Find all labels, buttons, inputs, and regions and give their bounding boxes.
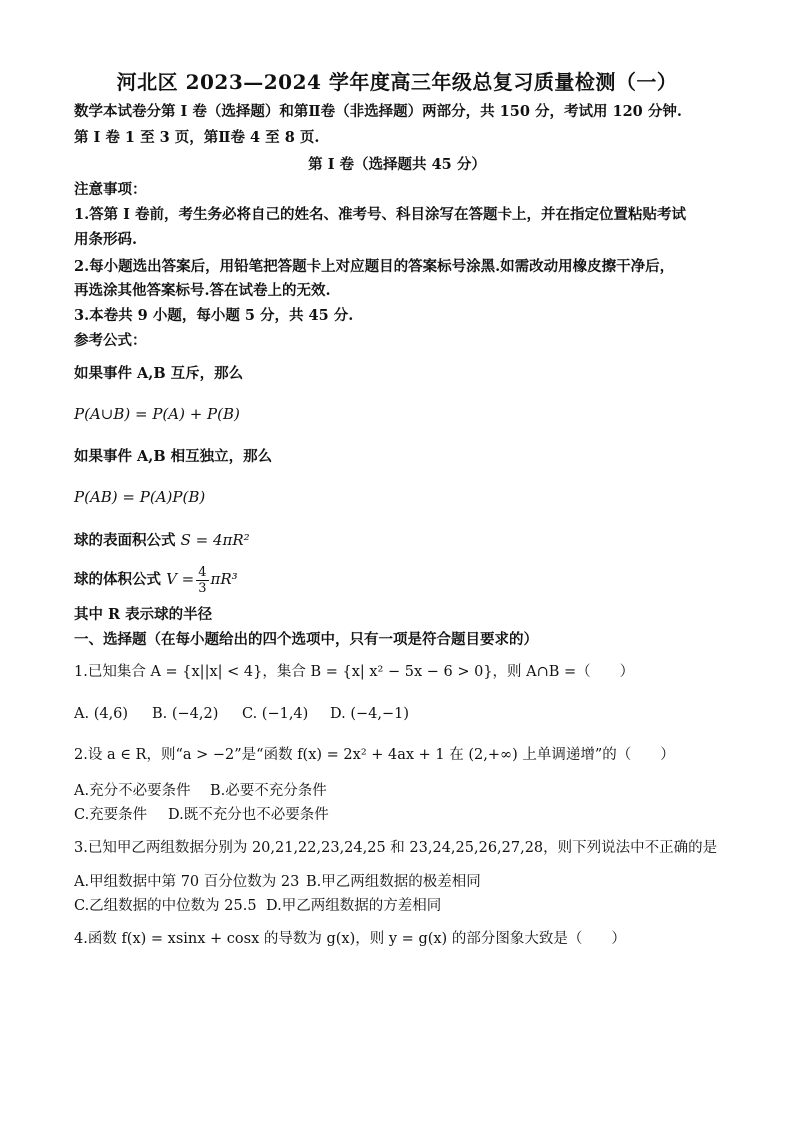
question-1-options — [74, 704, 409, 724]
q2-option-d[interactable]: D.既不充分也不必要条件 — [168, 807, 329, 823]
note-item-3: 3.本卷共 9 小题，每小题 5 分，共 45 分. — [74, 307, 354, 324]
question-4-stem: 4.函数 f(x) = xsinx + cosx 的导数为 g(x)，则 y = g(x) 的部分图象大致是（ ） — [74, 931, 626, 947]
exam-title: 河北区 2023—2024 学年度高三年级总复习质量检测（一） — [116, 70, 678, 94]
q3-option-d[interactable]: D.甲乙两组数据的方差相同 — [266, 898, 442, 914]
note-item-2a: 2.每小题选出答案后，用铅笔把答题卡上对应题目的答案标号涂黑.如需改动用橡皮擦干净后， — [74, 258, 675, 275]
formula-volume-fraction — [196, 565, 208, 596]
question-3-options-row1 — [74, 872, 481, 892]
q3-option-a[interactable]: A.甲组数据中第 70 百分位数为 23 — [74, 874, 300, 890]
section1-heading: 一、选择题（在每小题给出的四个选项中，只有一项是符合题目要求的） — [74, 631, 538, 648]
question-1-stem: 1.已知集合 A = {x||x| < 4}，集合 B = {x| x² − 5x − 6 > 0}，则 A∩B =（ ） — [74, 664, 635, 680]
q1-option-b[interactable]: B. (−4,2) — [152, 706, 219, 722]
question-2-stem: 2.设 a ∈ R，则“a > −2”是“函数 f(x) = 2x² + 4ax + 1 在 (2,+∞) 上单调递增”的（ ） — [74, 747, 675, 763]
formula-indep-text: 如果事件 A,B 相互独立，那么 — [74, 448, 273, 465]
fraction-denominator: 3 — [198, 580, 207, 596]
formula-surface: S = 4πR² — [180, 531, 250, 549]
note-item-2b: 再选涂其他答案标号.答在试卷上的无效. — [74, 282, 331, 299]
question-2-options-row1 — [74, 781, 327, 801]
question-2-options-row2 — [74, 805, 329, 825]
notes-heading: 注意事项： — [74, 181, 147, 198]
section-title: 第 I 卷（选择题共 45 分） — [308, 156, 486, 173]
formula-volume-lhs: V = — [166, 570, 195, 588]
formula-volume-rhs: πR³ — [210, 570, 238, 588]
intro-line-1: 数学本试卷分第 I 卷（选择题）和第Ⅱ卷（非选择题）两部分，共 150 分，考试用 120 分钟. — [74, 103, 682, 120]
q2-option-b[interactable]: B.必要不充分条件 — [210, 783, 327, 799]
q1-option-a[interactable]: A. (4,6) — [74, 706, 129, 722]
formula-mutex: P(A∪B) = P(A) + P(B) — [74, 405, 240, 423]
radius-note: 其中 R 表示球的半径 — [74, 606, 213, 623]
formula-mutex-text: 如果事件 A,B 互斥，那么 — [74, 365, 244, 382]
formula-volume-text: 球的体积公式 — [74, 571, 167, 588]
formula-volume-row — [74, 563, 238, 596]
formulas-heading: 参考公式： — [74, 332, 147, 349]
q3-option-c[interactable]: C.乙组数据的中位数为 25.5 — [74, 898, 257, 914]
formula-surface-row — [74, 530, 250, 551]
q1-option-c[interactable]: C. (−1,4) — [242, 706, 309, 722]
note-item-1a: 1.答第 I 卷前，考生务必将自己的姓名、准考号、科目涂写在答题卡上，并在指定位置粘贴考试 — [74, 206, 687, 223]
formula-indep: P(AB) = P(A)P(B) — [74, 488, 206, 506]
formula-surface-text: 球的表面积公式 — [74, 532, 181, 549]
intro-line-2: 第 I 卷 1 至 3 页，第Ⅱ卷 4 至 8 页. — [74, 129, 320, 146]
fraction-numerator: 4 — [198, 564, 207, 580]
question-3-options-row2 — [74, 896, 441, 916]
q3-option-b[interactable]: B.甲乙两组数据的极差相同 — [306, 874, 481, 890]
note-item-1b: 用条形码. — [74, 231, 138, 248]
question-3-stem: 3.已知甲乙两组数据分别为 20,21,22,23,24,25 和 23,24,25,26,27,28，则下列说法中不正确的是 — [74, 840, 718, 856]
q1-option-d[interactable]: D. (−4,−1) — [330, 706, 409, 722]
q2-option-c[interactable]: C.充要条件 — [74, 807, 148, 823]
q2-option-a[interactable]: A.充分不必要条件 — [74, 783, 191, 799]
